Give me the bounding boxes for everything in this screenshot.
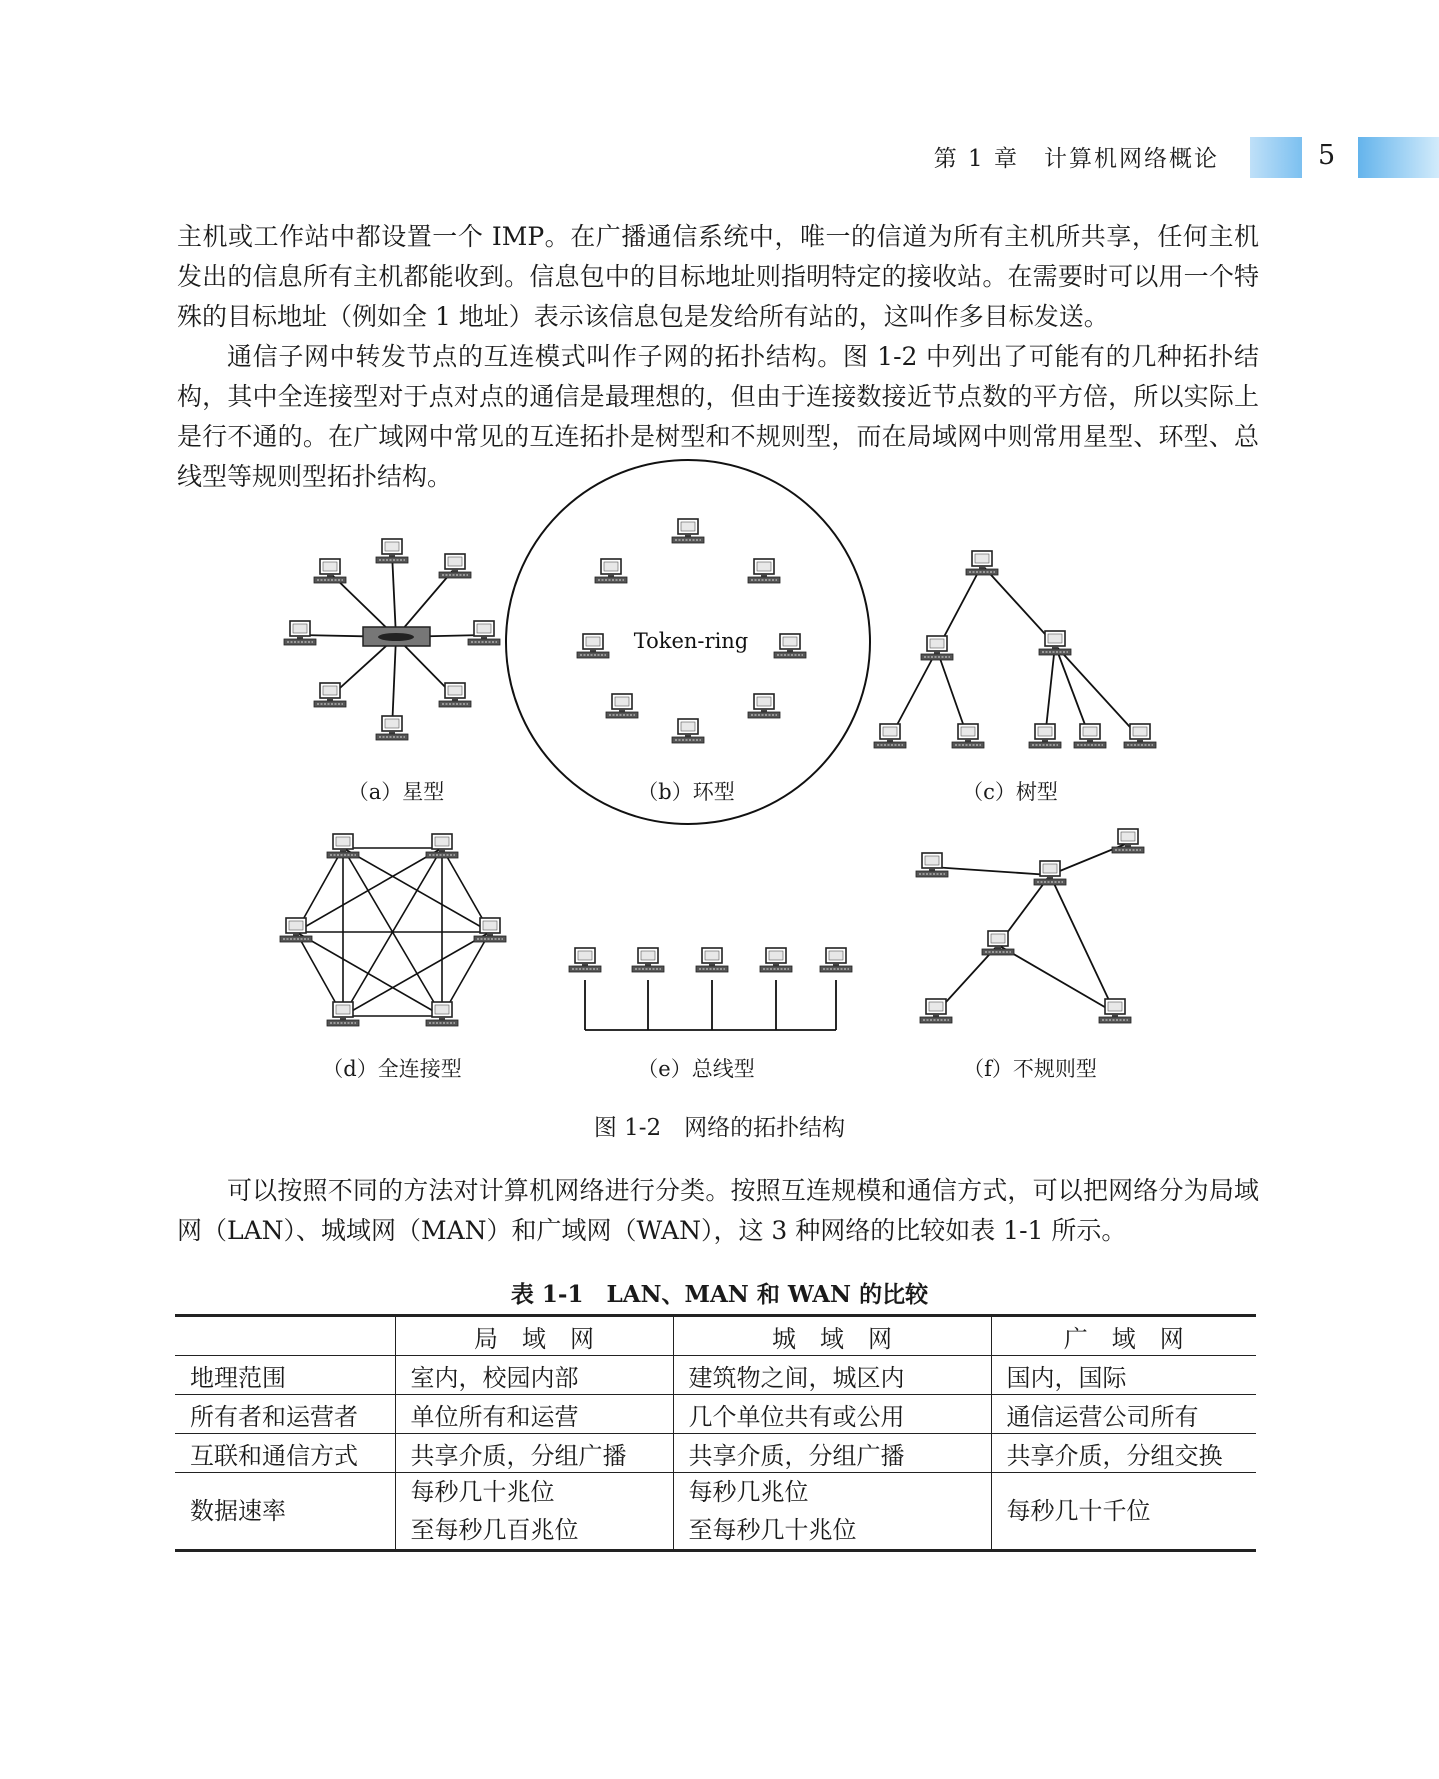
bus-computer-icon [820, 948, 852, 972]
tree-computer-icon [1039, 631, 1071, 655]
tree-computer-icon [874, 724, 906, 748]
row-label: 数据速率 [175, 1473, 395, 1551]
tree-computer-icon [921, 636, 953, 660]
comparison-table [175, 1314, 1256, 1552]
man-cell-line: 至每秒几十兆位 [688, 1516, 857, 1544]
mesh-computer-icon [280, 918, 312, 942]
chapter-title: 第 1 章 计算机网络概论 [933, 146, 1219, 172]
lan-cell [395, 1473, 673, 1551]
irregular-link [998, 945, 1115, 1013]
subcaption-irregular: （f）不规则型 [963, 1057, 1097, 1081]
ring-computer-icon [606, 694, 638, 718]
header-cell-wan: 广 域 网 [991, 1316, 1256, 1356]
paragraph: 主机或工作站中都设置一个 IMP。在广播通信系统中，唯一的信道为所有主机所共享，任何主机发出的信息所有主机都能收到。信息包中的目标地址则指明特定的接收站。在需要时可以用一个特殊的目标地址（例如全 1 地址）表示该信息包是发给所有站的，这叫作多目标发送。 [177, 222, 1259, 331]
star-computer-icon [284, 621, 316, 645]
mesh-computer-icon [327, 834, 359, 858]
man-cell: 建筑物之间，城区内 [673, 1356, 991, 1395]
row-label: 所有者和运营者 [175, 1395, 395, 1434]
paragraph: 可以按照不同的方法对计算机网络进行分类。按照互连规模和通信方式，可以把网络分为局域网（LAN）、城域网（MAN）和广域网（WAN），这 3 种网络的比较如表 1-1 所示。 [177, 1176, 1259, 1245]
ring-computer-icon [748, 694, 780, 718]
bus-computer-icon [569, 948, 601, 972]
mesh-computer-icon [426, 834, 458, 858]
ring-computer-icon [748, 559, 780, 583]
ring-computer-icon [595, 559, 627, 583]
irregular-link [1050, 875, 1115, 1013]
header-cell-lan: 局 域 网 [395, 1316, 673, 1356]
mesh-link [296, 848, 442, 932]
irregular-computer-icon [982, 931, 1014, 955]
subcaption-star: （a）星型 [347, 780, 445, 804]
wan-cell: 每秒几十千位 [991, 1473, 1256, 1551]
bus-computer-icon [696, 948, 728, 972]
header-cell-man: 城 域 网 [673, 1316, 991, 1356]
subcaption-mesh: （d）全连接型 [322, 1057, 462, 1081]
table-row [175, 1434, 1256, 1473]
tree-computer-icon [952, 724, 984, 748]
man-cell-line: 每秒几兆位 [688, 1478, 809, 1506]
mesh-computer-icon [327, 1002, 359, 1026]
wan-cell: 共享介质，分组交换 [991, 1434, 1256, 1473]
mesh-link [296, 932, 442, 1016]
ring-computer-icon [577, 634, 609, 658]
tree-computer-icon [1074, 724, 1106, 748]
subcaption-bus: （e）总线型 [637, 1057, 755, 1081]
wan-cell: 国内，国际 [991, 1356, 1256, 1395]
mesh-computer-icon [426, 1002, 458, 1026]
subcaption-tree: （c）树型 [962, 780, 1058, 804]
ring-computer-icon [672, 519, 704, 543]
lan-cell: 共享介质，分组广播 [395, 1434, 673, 1473]
wan-cell: 通信运营公司所有 [991, 1395, 1256, 1434]
star-computer-icon [376, 539, 408, 563]
row-label: 地理范围 [175, 1356, 395, 1395]
bus-computer-icon [632, 948, 664, 972]
ring-computer-icon [672, 719, 704, 743]
paragraph: 通信子网中转发节点的互连模式叫作子网的拓扑结构。图 1-2 中列出了可能有的几种拓扑结构，其中全连接型对于点对点的通信是最理想的，但由于连接数接近节点数的平方倍，所以实际上是行不通的。在广域网中常见的互连拓扑是树型和不规则型，而在局域网中则常用星型、环型、总线型等规则型拓扑结构。 [177, 342, 1259, 491]
mesh-link [343, 932, 490, 1016]
table-row [175, 1395, 1256, 1434]
man-cell: 共享介质，分组广播 [673, 1434, 991, 1473]
star-computer-icon [468, 621, 500, 645]
lan-cell-line: 每秒几十兆位 [410, 1478, 555, 1506]
star-computer-icon [376, 716, 408, 740]
tree-computer-icon [966, 551, 998, 575]
lan-cell-line: 至每秒几百兆位 [410, 1516, 579, 1544]
figure-caption: 图 1-2 网络的拓扑结构 [593, 1115, 846, 1141]
star-computer-icon [314, 559, 346, 583]
token-ring-label: Token-ring [633, 629, 749, 653]
tree-link [982, 565, 1055, 645]
lan-cell: 单位所有和运营 [395, 1395, 673, 1434]
man-cell: 几个单位共有或公用 [673, 1395, 991, 1434]
irregular-link [932, 867, 1050, 875]
page-number: 5 [1318, 140, 1336, 171]
tree-computer-icon [1029, 724, 1061, 748]
irregular-computer-icon [1034, 861, 1066, 885]
table-caption: 表 1-1 LAN、MAN 和 WAN 的比较 [510, 1281, 929, 1308]
row-label: 互联和通信方式 [175, 1434, 395, 1473]
table-row [175, 1473, 1256, 1551]
bus-computer-icon [760, 948, 792, 972]
tree-computer-icon [1124, 724, 1156, 748]
lan-cell: 室内，校园内部 [395, 1356, 673, 1395]
header-cell [175, 1316, 395, 1356]
mesh-computer-icon [474, 918, 506, 942]
irregular-computer-icon [1099, 999, 1131, 1023]
subcaption-ring: （b）环型 [637, 780, 735, 804]
star-computer-icon [439, 554, 471, 578]
irregular-computer-icon [1112, 829, 1144, 853]
irregular-computer-icon [920, 999, 952, 1023]
table-row [175, 1356, 1256, 1395]
star-link [392, 553, 396, 637]
table-header-row [175, 1316, 1256, 1356]
irregular-computer-icon [916, 853, 948, 877]
man-cell [673, 1473, 991, 1551]
ring-computer-icon [774, 634, 806, 658]
